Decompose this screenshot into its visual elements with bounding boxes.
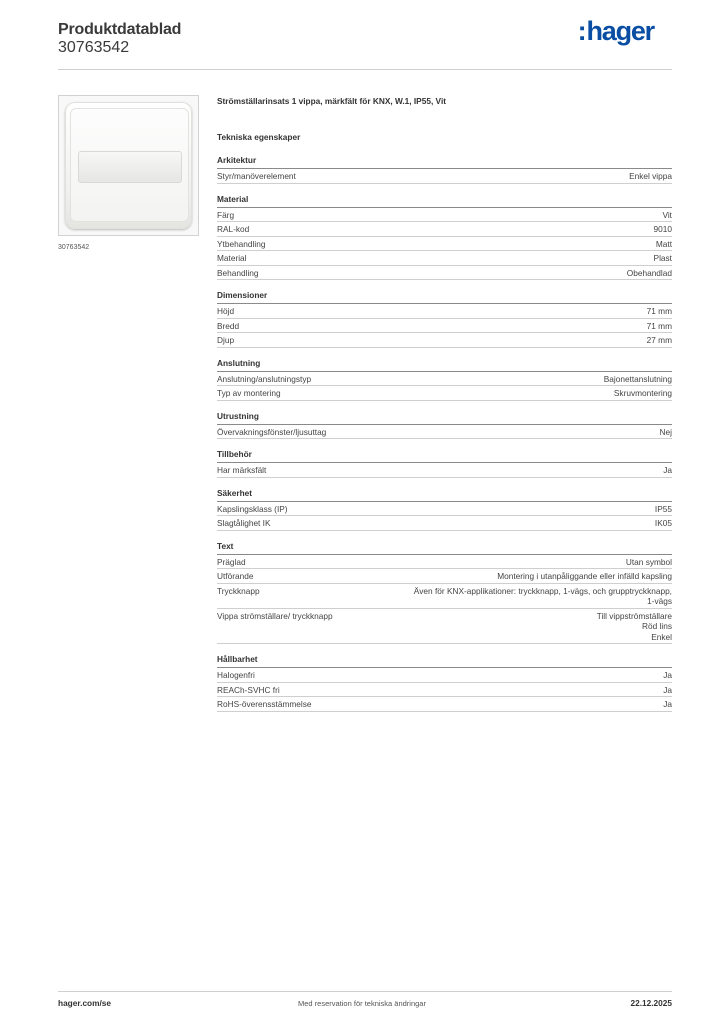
spec-label: Tryckknapp	[217, 585, 260, 596]
spec-label: Typ av montering	[217, 388, 281, 398]
spec-section	[217, 541, 672, 645]
spec-label: Bredd	[217, 320, 240, 331]
spec-value: Till vippströmställare Röd lins Enkel	[596, 610, 672, 642]
spec-row	[217, 319, 672, 334]
spec-section	[217, 155, 672, 184]
spec-value: 9010	[653, 224, 672, 234]
spec-label: Kapslingsklass (IP)	[217, 503, 288, 514]
section-title: Dimensioner	[217, 290, 672, 304]
spec-row	[217, 584, 672, 609]
spec-row	[217, 304, 672, 319]
spec-row	[217, 169, 672, 184]
spec-value: Ja	[663, 684, 672, 695]
spec-value: Skruvmontering	[613, 388, 672, 398]
spec-row	[217, 251, 672, 266]
spec-value: Enkel vippa	[629, 171, 672, 181]
spec-value: IP55	[654, 503, 672, 514]
spec-row	[217, 208, 672, 223]
spec-row	[217, 386, 672, 401]
logo-colon: :	[577, 16, 586, 46]
section-title: Arkitektur	[217, 155, 672, 169]
spec-row	[217, 555, 672, 570]
spec-row	[217, 683, 672, 698]
spec-value: Matt	[655, 238, 672, 249]
spec-value: Obehandlad	[626, 267, 672, 278]
spec-label: REACh-SVHC fri	[217, 684, 280, 695]
hager-logo	[578, 16, 654, 47]
spec-label: Halogenfri	[217, 670, 255, 680]
section-title: Säkerhet	[217, 488, 672, 502]
spec-value: Ja	[663, 699, 672, 709]
spec-section	[217, 654, 672, 712]
spec-section	[217, 488, 672, 531]
switch-label-field	[78, 151, 182, 183]
spec-label: RAL-kod	[217, 224, 250, 234]
spec-label: Ytbehandling	[217, 238, 266, 249]
spec-value: Även för KNX-applikationer: tryckknapp, 1-vägs, och grupptryckknapp, 1-vägs	[413, 585, 672, 606]
spec-label: Höjd	[217, 306, 235, 316]
spec-sections	[217, 155, 672, 712]
switch-product-photo-icon	[65, 102, 192, 229]
image-caption: 30763542	[58, 244, 90, 251]
spec-section	[217, 290, 672, 348]
spec-label: Färg	[217, 209, 235, 220]
logo-text: hager	[586, 16, 654, 46]
spec-value: Nej	[659, 426, 672, 437]
product-title: Strömställarinsats 1 vippa, märkfält för KNX, W.1, IP55, Vit	[217, 96, 447, 106]
footer-date: 22.12.2025	[630, 998, 672, 1008]
section-title: Utrustning	[217, 411, 672, 425]
section-title: Material	[217, 194, 672, 208]
spec-section	[217, 449, 672, 478]
spec-value: IK05	[654, 518, 672, 528]
spec-section	[217, 358, 672, 401]
spec-row	[217, 668, 672, 683]
spec-label: Behandling	[217, 267, 259, 278]
spec-value: 71 mm	[646, 320, 672, 331]
spec-value: Bajonettanslutning	[603, 373, 672, 384]
spec-value: 27 mm	[646, 335, 672, 345]
spec-label: Slagtålighet IK	[217, 518, 271, 528]
spec-value: Utan symbol	[625, 556, 672, 567]
spec-value: Ja	[663, 670, 672, 680]
spec-label: Anslutning/anslutningstyp	[217, 373, 312, 384]
section-title: Hållbarhet	[217, 654, 672, 668]
spec-section	[217, 194, 672, 281]
spec-row	[217, 333, 672, 348]
section-title: Tillbehör	[217, 449, 672, 463]
spec-row	[217, 697, 672, 712]
section-title: Text	[217, 541, 672, 555]
footer-website[interactable]: hager.com/se	[58, 998, 112, 1008]
content	[217, 96, 672, 722]
spec-label: Utförande	[217, 571, 254, 581]
section-title: Anslutning	[217, 358, 672, 372]
spec-row	[217, 372, 672, 387]
spec-row	[217, 425, 672, 440]
spec-value: Montering i utanpåliggande eller infälld kapsling	[497, 571, 672, 581]
spec-label: Övervakningsfönster/ljusuttag	[217, 426, 327, 437]
product-number: 30763542	[58, 39, 130, 56]
spec-label: Styr/manöverelement	[217, 171, 296, 181]
spec-label: Djup	[217, 335, 235, 345]
footer-notice: Med reservation för tekniska ändringar	[298, 999, 426, 1008]
header-title: Produktdatablad	[58, 21, 182, 38]
spec-value: Plast	[653, 253, 672, 263]
spec-row	[217, 266, 672, 281]
spec-row	[217, 569, 672, 584]
tech-title: Tekniska egenskaper	[217, 132, 301, 142]
spec-label: RoHS-överensstämmelse	[217, 699, 312, 709]
spec-label: Material	[217, 253, 247, 263]
spec-label: Vippa strömställare/ tryckknapp	[217, 610, 333, 621]
product-image	[58, 95, 199, 236]
spec-row	[217, 516, 672, 531]
spec-label: Har märksfält	[217, 465, 267, 475]
spec-label: Präglad	[217, 556, 246, 567]
spec-row	[217, 609, 672, 645]
spec-value: Vit	[662, 209, 672, 220]
spec-row	[217, 463, 672, 478]
header-divider	[58, 69, 672, 70]
spec-value: 71 mm	[646, 306, 672, 316]
spec-row	[217, 222, 672, 237]
spec-row	[217, 502, 672, 517]
spec-value: Ja	[663, 465, 672, 475]
spec-row	[217, 237, 672, 252]
footer-divider	[58, 991, 672, 992]
spec-section	[217, 411, 672, 440]
